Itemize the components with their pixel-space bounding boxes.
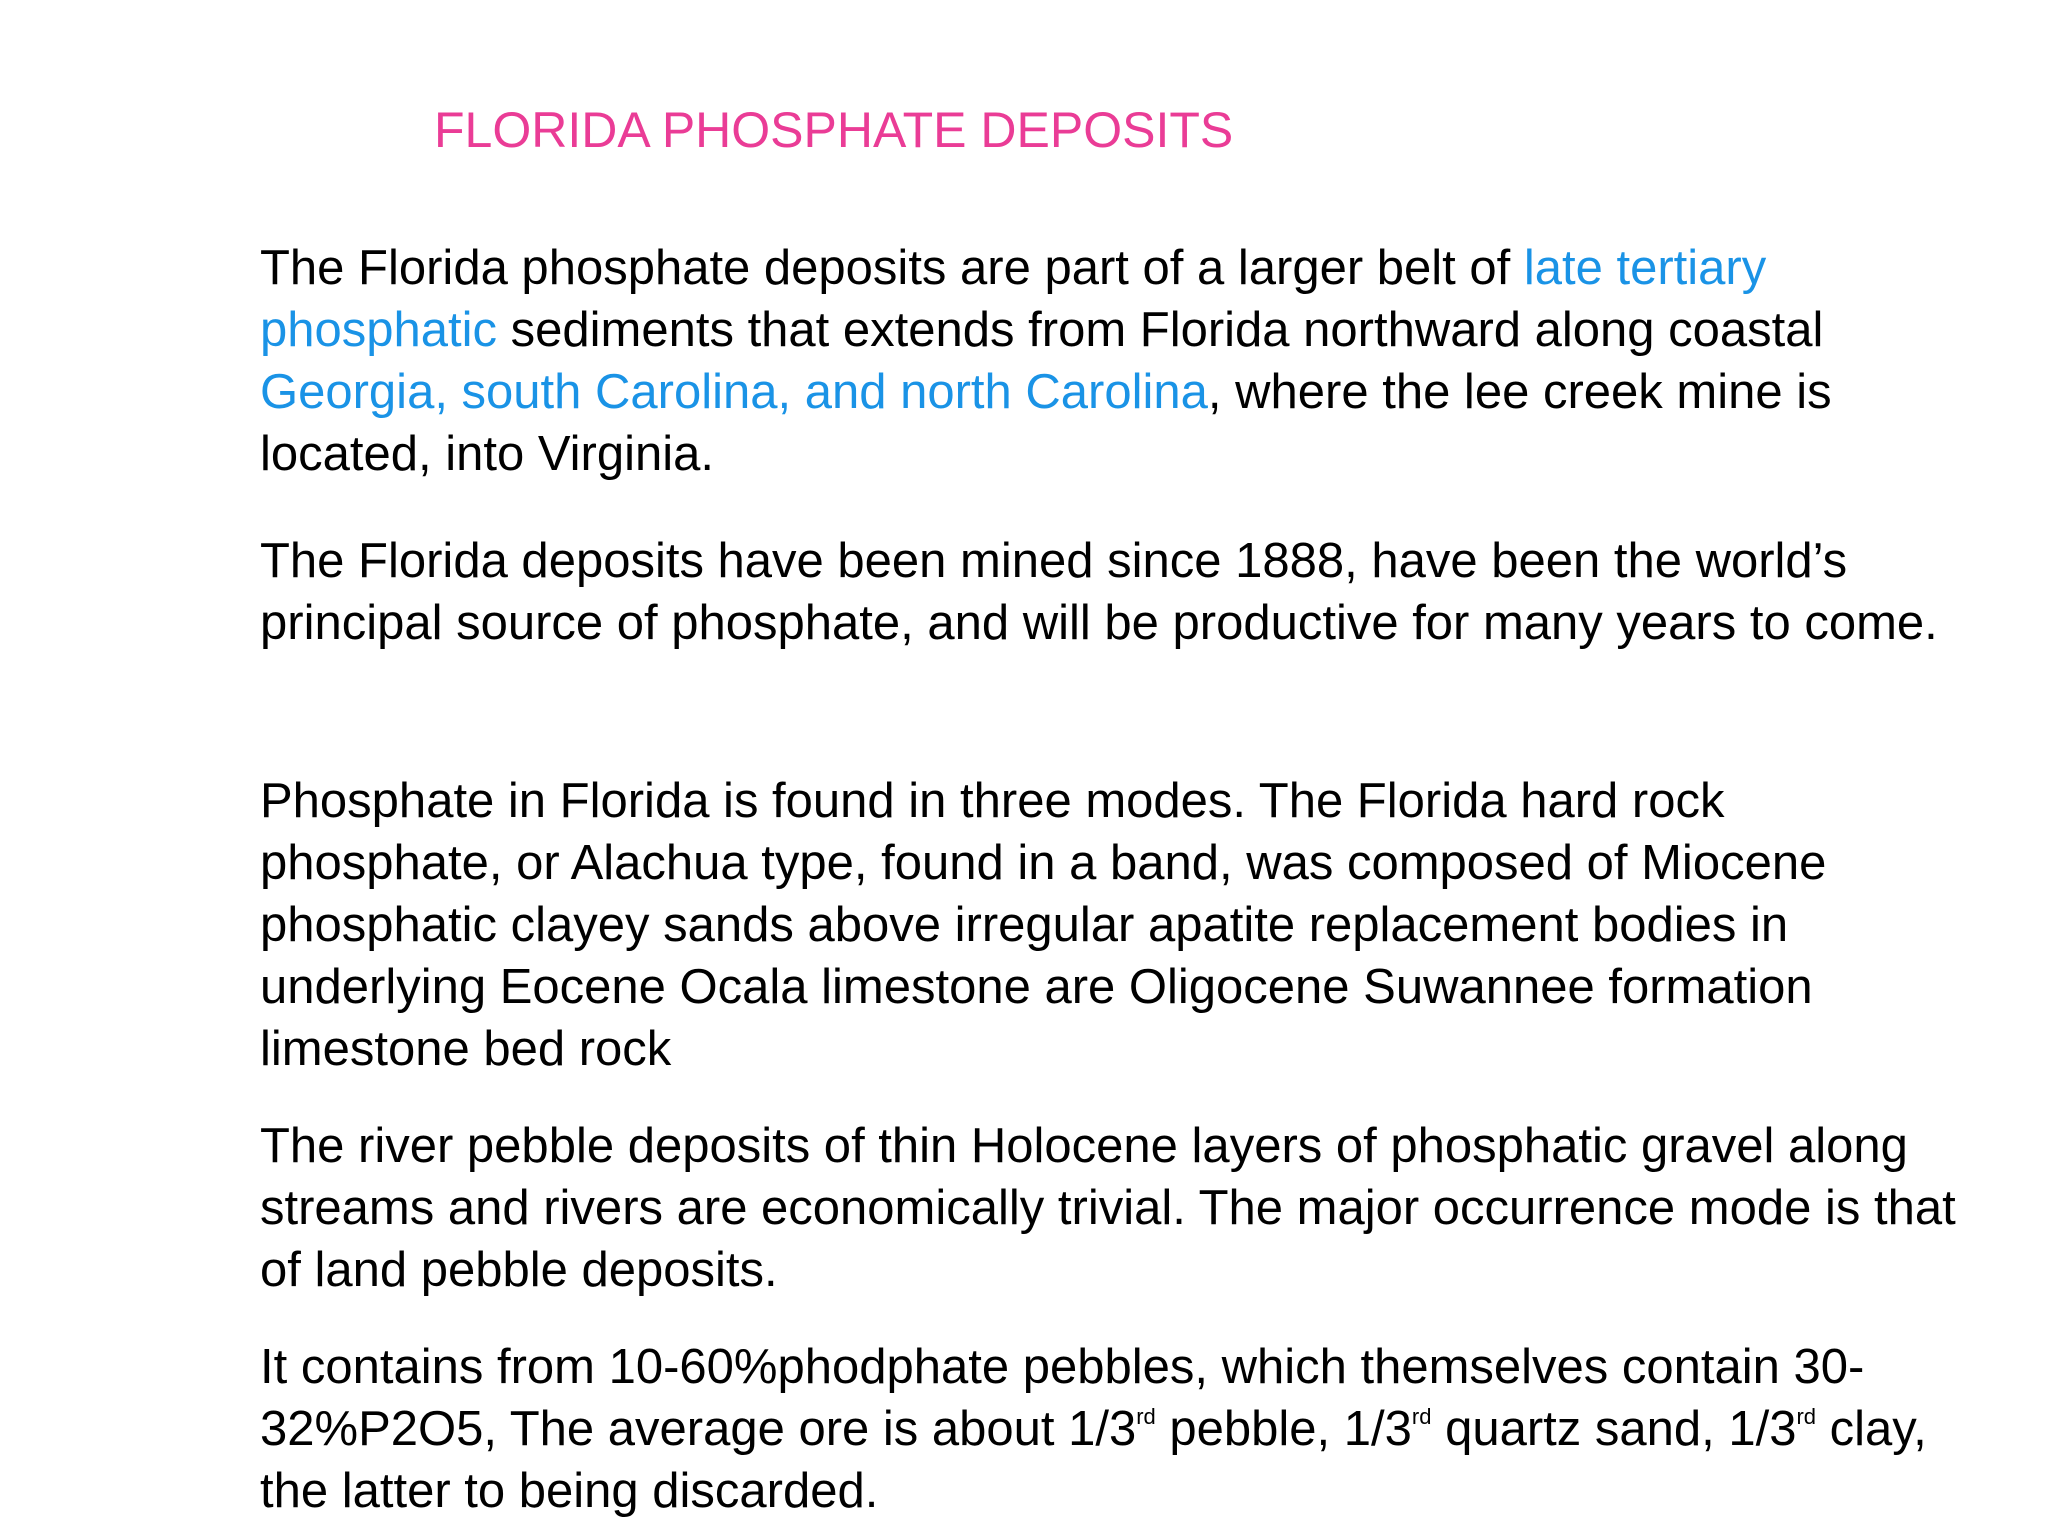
paragraph-belt xyxy=(260,237,1960,485)
paragraph-text: pebble, 1/3 xyxy=(1155,1402,1412,1456)
paragraph-river-pebble: The river pebble deposits of thin Holocene layers of phosphatic gravel along streams and rivers are economically trivial. The major occurrence mode is that of land pebble deposits. xyxy=(260,1119,1956,1297)
paragraph-three-modes: Phosphate in Florida is found in three modes. The Florida hard rock phosphate, or Alachua type, found in a band, was composed of Miocene phosphatic clayey sands above irregular apatite replacement bodies in underlying Eocene Ocala limestone are Oligocene Suwannee formation limestone bed rock xyxy=(260,774,1827,1076)
highlight-late-tertiary: late tertiary phosphatic xyxy=(260,241,1767,357)
highlight-states: Georgia, south Carolina, and north Carolina xyxy=(260,365,1208,419)
superscript-rd: rd xyxy=(1136,1403,1156,1429)
paragraph-mining-history: The Florida deposits have been mined since 1888, have been the world’s principal source of phosphate, and will be productive for many years to come. xyxy=(260,534,1938,650)
superscript-rd: rd xyxy=(1796,1403,1817,1429)
paragraph-text: sediments that extends from Florida northward along coastal xyxy=(497,303,1824,357)
superscript-rd: rd xyxy=(1411,1403,1432,1429)
slide-title: FLORIDA PHOSPHATE DEPOSITS xyxy=(434,102,1234,158)
paragraph-text: , where the lee creek mine is located, into Virginia. xyxy=(260,365,1832,481)
paragraph-text: quartz sand, 1/3 xyxy=(1431,1402,1797,1456)
paragraph-text: It contains from 10-60%phodphate pebbles, which themselves contain 30-32%P2O5, The average ore is about 1/3 xyxy=(260,1340,1865,1456)
paragraph-ore-composition xyxy=(260,1336,1960,1522)
paragraph-text: The Florida phosphate deposits are part of a larger belt of xyxy=(260,241,1524,295)
paragraph-text: clay, the latter to being discarded. xyxy=(260,1402,1927,1518)
